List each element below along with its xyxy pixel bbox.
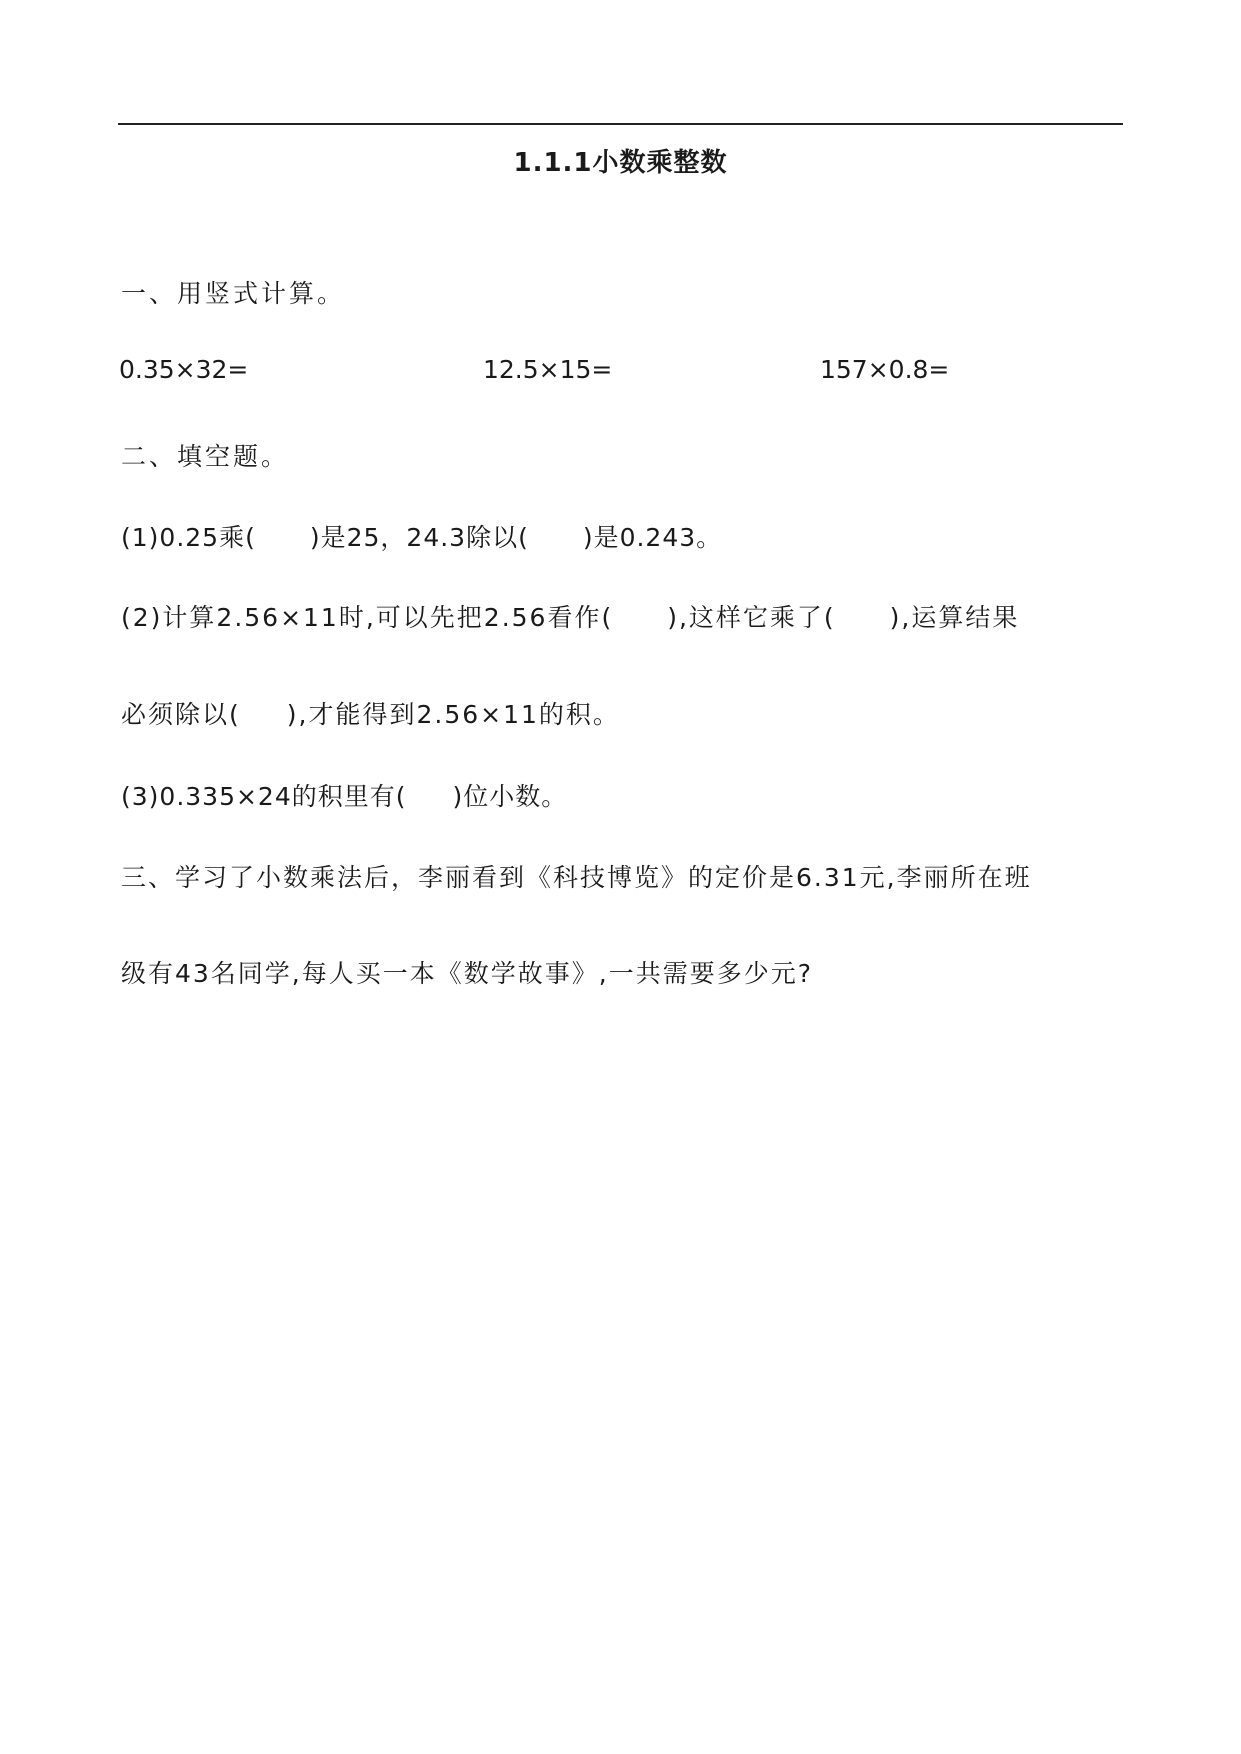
question-1-part-c: )是0.243。 <box>582 523 723 552</box>
calc-problem-2: 12.5×15= <box>483 355 613 384</box>
question-2-part-c: ),运算结果 <box>889 603 1020 632</box>
section3-line-1: 三、学习了小数乘法后，李丽看到《科技博览》的定价是6.31元,李丽所在班 <box>121 863 1032 892</box>
calc-problem-1: 0.35×32= <box>119 355 249 384</box>
question-2-line-1 <box>121 598 1019 634</box>
question-3 <box>121 777 567 813</box>
calc-problem-3: 157×0.8= <box>820 355 950 384</box>
question-1-part-b: )是25，24.3除以( <box>309 523 529 552</box>
question-2-part-b: ),这样它乘了( <box>667 603 836 632</box>
question-2-line-2 <box>121 695 620 731</box>
question-1 <box>121 518 722 554</box>
question-2-part-a: (2)计算2.56×11时,可以先把2.56看作( <box>121 603 614 632</box>
page-title: 1.1.1小数乘整数 <box>513 148 728 178</box>
question-1-part-a: (1)0.25乘( <box>121 523 256 552</box>
question-3-part-a: (3)0.335×24的积里有( <box>121 782 407 811</box>
question-2-part-e: ),才能得到2.56×11的积。 <box>286 700 620 729</box>
header-rule <box>118 123 1123 125</box>
question-2-part-d: 必须除以( <box>121 700 241 729</box>
question-3-part-b: )位小数。 <box>452 782 568 811</box>
section2-heading: 二、填空题。 <box>121 442 290 471</box>
section3-line-2: 级有43名同学,每人买一本《数学故事》,一共需要多少元? <box>121 959 813 988</box>
section1-heading: 一、用竖式计算。 <box>121 279 346 308</box>
